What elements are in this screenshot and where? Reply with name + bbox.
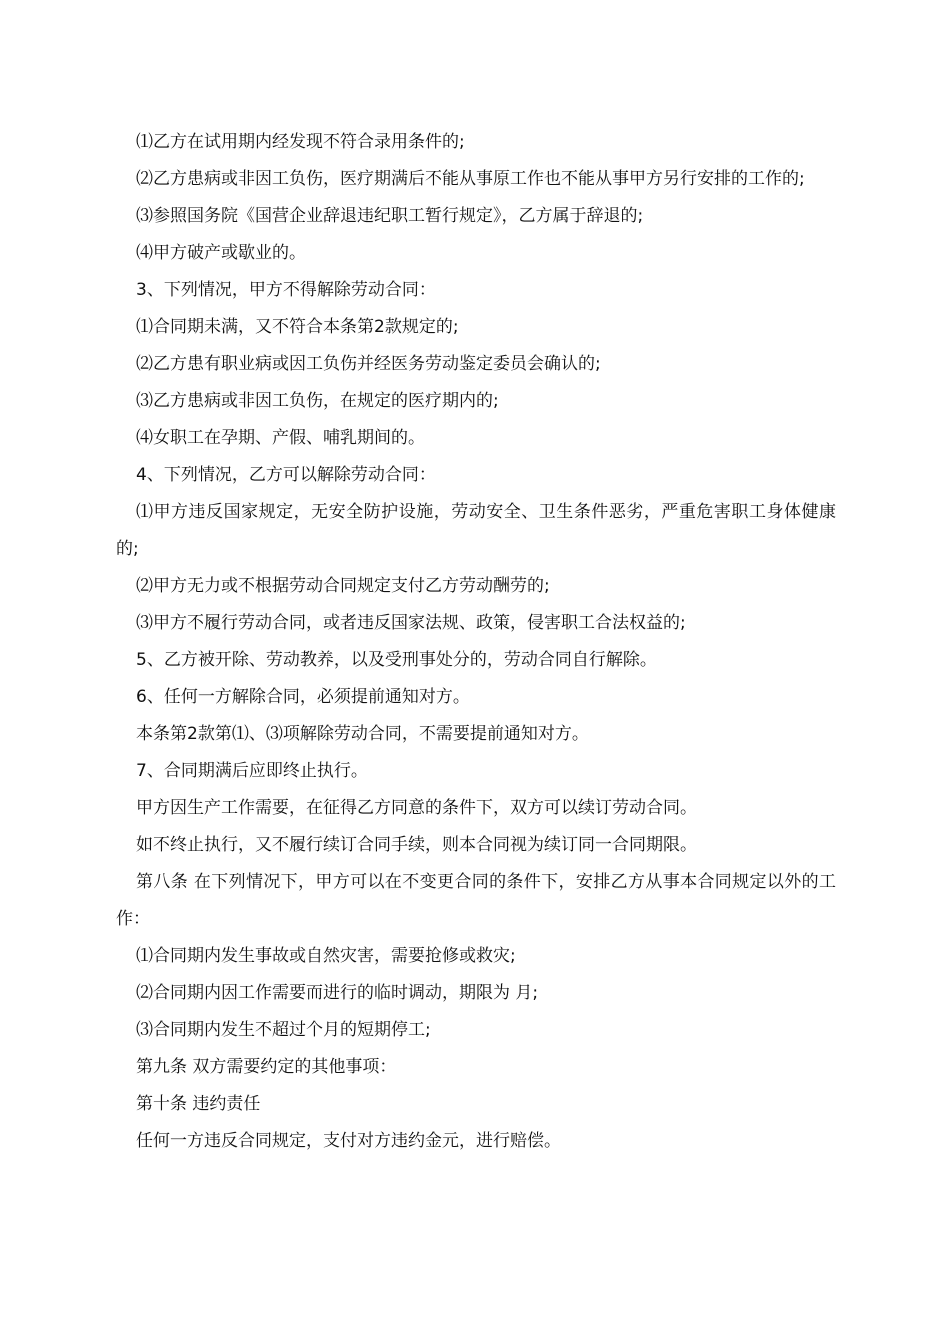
- clause-heading: 4、下列情况，乙方可以解除劳动合同：: [136, 465, 436, 485]
- clause-item: ⑶合同期内发生不超过个月的短期停工;: [136, 1020, 431, 1040]
- clause-note: 本条第2款第⑴、⑶项解除劳动合同，不需要提前通知对方。: [136, 724, 589, 744]
- clause-note: 甲方因生产工作需要，在征得乙方同意的条件下，双方可以续订劳动合同。: [136, 798, 697, 818]
- clause-heading: 7、合同期满后应即终止执行。: [136, 761, 368, 781]
- clause-note: 任何一方违反合同规定，支付对方违约金元，进行赔偿。: [136, 1131, 561, 1151]
- clause-item: ⑶参照国务院《国营企业辞退违纪职工暂行规定》，乙方属于辞退的;: [136, 206, 644, 226]
- clause-item: ⑴合同期内发生事故或自然灾害，需要抢修或救灾;: [136, 946, 516, 966]
- document-body: [116, 124, 836, 1160]
- clause-heading: 5、乙方被开除、劳动教养，以及受刑事处分的，劳动合同自行解除。: [136, 650, 657, 670]
- clause-item: ⑷甲方破产或歇业的。: [136, 243, 306, 263]
- clause-item: ⑴甲方违反国家规定，无安全防护设施，劳动安全、卫生条件恶劣，严重危害职工身体健康的;: [116, 502, 836, 559]
- clause-item: ⑷女职工在孕期、产假、哺乳期间的。: [136, 428, 425, 448]
- clause-heading: 6、任何一方解除合同，必须提前通知对方。: [136, 687, 470, 707]
- clause-heading: 3、下列情况，甲方不得解除劳动合同：: [136, 280, 436, 300]
- clause-item: ⑴合同期未满，又不符合本条第2款规定的;: [136, 317, 459, 337]
- article-heading: 第八条 在下列情况下，甲方可以在不变更合同的条件下，安排乙方从事本合同规定以外的工作：: [116, 872, 836, 929]
- clause-item: ⑵甲方无力或不根据劳动合同规定支付乙方劳动酬劳的;: [136, 576, 550, 596]
- clause-item: ⑶乙方患病或非因工负伤，在规定的医疗期内的;: [136, 391, 499, 411]
- clause-item: ⑴乙方在试用期内经发现不符合录用条件的;: [136, 132, 465, 152]
- clause-item: ⑵乙方患病或非因工负伤，医疗期满后不能从事原工作也不能从事甲方另行安排的工作的;: [136, 169, 805, 189]
- clause-item: ⑵乙方患有职业病或因工负伤并经医务劳动鉴定委员会确认的;: [136, 354, 601, 374]
- article-heading: 第十条 违约责任: [136, 1094, 261, 1114]
- clause-item: ⑶甲方不履行劳动合同，或者违反国家法规、政策，侵害职工合法权益的;: [136, 613, 686, 633]
- clause-note: 如不终止执行，又不履行续订合同手续，则本合同视为续订同一合同期限。: [136, 835, 697, 855]
- clause-item: ⑵合同期内因工作需要而进行的临时调动，期限为 月;: [136, 983, 539, 1003]
- article-heading: 第九条 双方需要约定的其他事项：: [136, 1057, 397, 1077]
